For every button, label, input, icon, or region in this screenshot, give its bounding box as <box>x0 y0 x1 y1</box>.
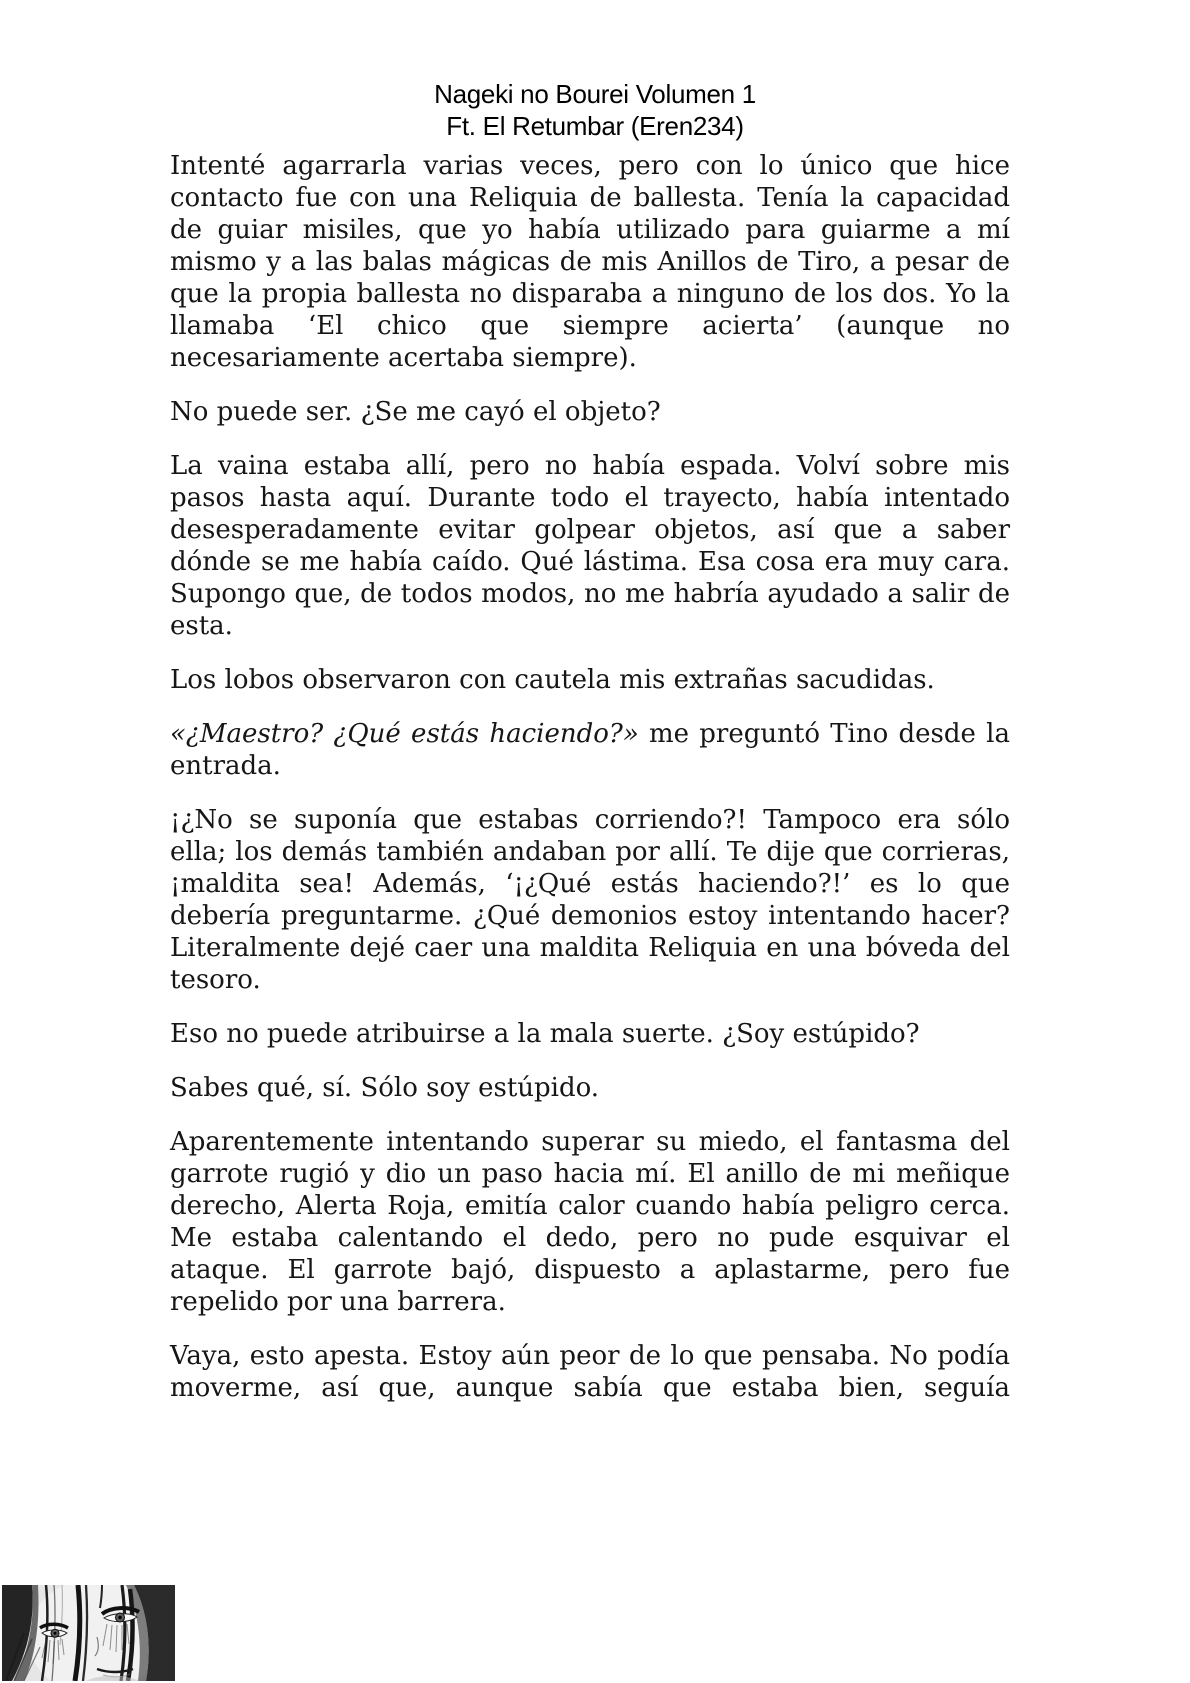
manga-face-illustration <box>2 1585 175 1681</box>
title-line-2: Ft. El Retumbar (Eren234) <box>446 111 744 141</box>
title-line-1: Nageki no Bourei Volumen 1 <box>434 79 756 109</box>
paragraph-9: Aparentemente intentando superar su miedo, el fantasma del garrote rugió y dio un paso hacia mí. El anillo de mi meñique derecho, Alerta Roja, emitía calor cuando había peligro cerca. Me estaba calentando el dedo, pero no pude esquivar el ataque. El garrote bajó, dispuesto a aplastarme, pero fue repelido por una barrera. <box>170 1127 1010 1317</box>
paragraph-2: No puede ser. ¿Se me cayó el objeto? <box>170 397 661 427</box>
document-body <box>170 150 1010 1404</box>
paragraph-8: Sabes qué, sí. Sólo soy estúpido. <box>170 1073 600 1103</box>
quoted-dialogue: «¿Maestro? ¿Qué estás haciendo?» <box>170 719 639 749</box>
paragraph-7: Eso no puede atribuirse a la mala suerte. ¿Soy estúpido? <box>170 1019 920 1049</box>
document-header <box>0 0 1190 142</box>
paragraph-10: Vaya, esto apesta. Estoy aún peor de lo que pensaba. No podía moverme, así que, aunque sabía que estaba bien, seguía <box>170 1341 1010 1403</box>
manga-face-image <box>2 1585 175 1681</box>
paragraph-3: La vaina estaba allí, pero no había espada. Volví sobre mis pasos hasta aquí. Durante todo el trayecto, había intentado desesperadamente evitar golpear objetos, así que a saber dónde se me había caído. Qué lástima. Esa cosa era muy cara. Supongo que, de todos modos, no me habría ayudado a salir de esta. <box>170 451 1010 641</box>
dialogue-attribution: me preguntó Tino desde la entrada. <box>170 719 1010 781</box>
paragraph-6: ¡¿No se suponía que estabas corriendo?! Tampoco era sólo ella; los demás también andaban por allí. Te dije que corrieras, ¡maldita sea! Además, ‘¡¿Qué estás haciendo?!’ es lo que debería preguntarme. ¿Qué demonios estoy intentando hacer? Literalmente dejé caer una maldita Reliquia en una bóveda del tesoro. <box>170 805 1010 995</box>
paragraph-1: Intenté agarrarla varias veces, pero con lo único que hice contacto fue con una Reliquia de ballesta. Tenía la capacidad de guiar misiles, que yo había utilizado para guiarme a mí mismo y a las balas mágicas de mis Anillos de Tiro, a pesar de que la propia ballesta no disparaba a ninguno de los dos. Yo la llamaba ‘El chico que siempre acierta’ (aunque no necesariamente acertaba siempre). <box>170 151 1010 373</box>
paragraph-4: Los lobos observaron con cautela mis extrañas sacudidas. <box>170 665 935 695</box>
paragraph-5 <box>170 718 1010 782</box>
